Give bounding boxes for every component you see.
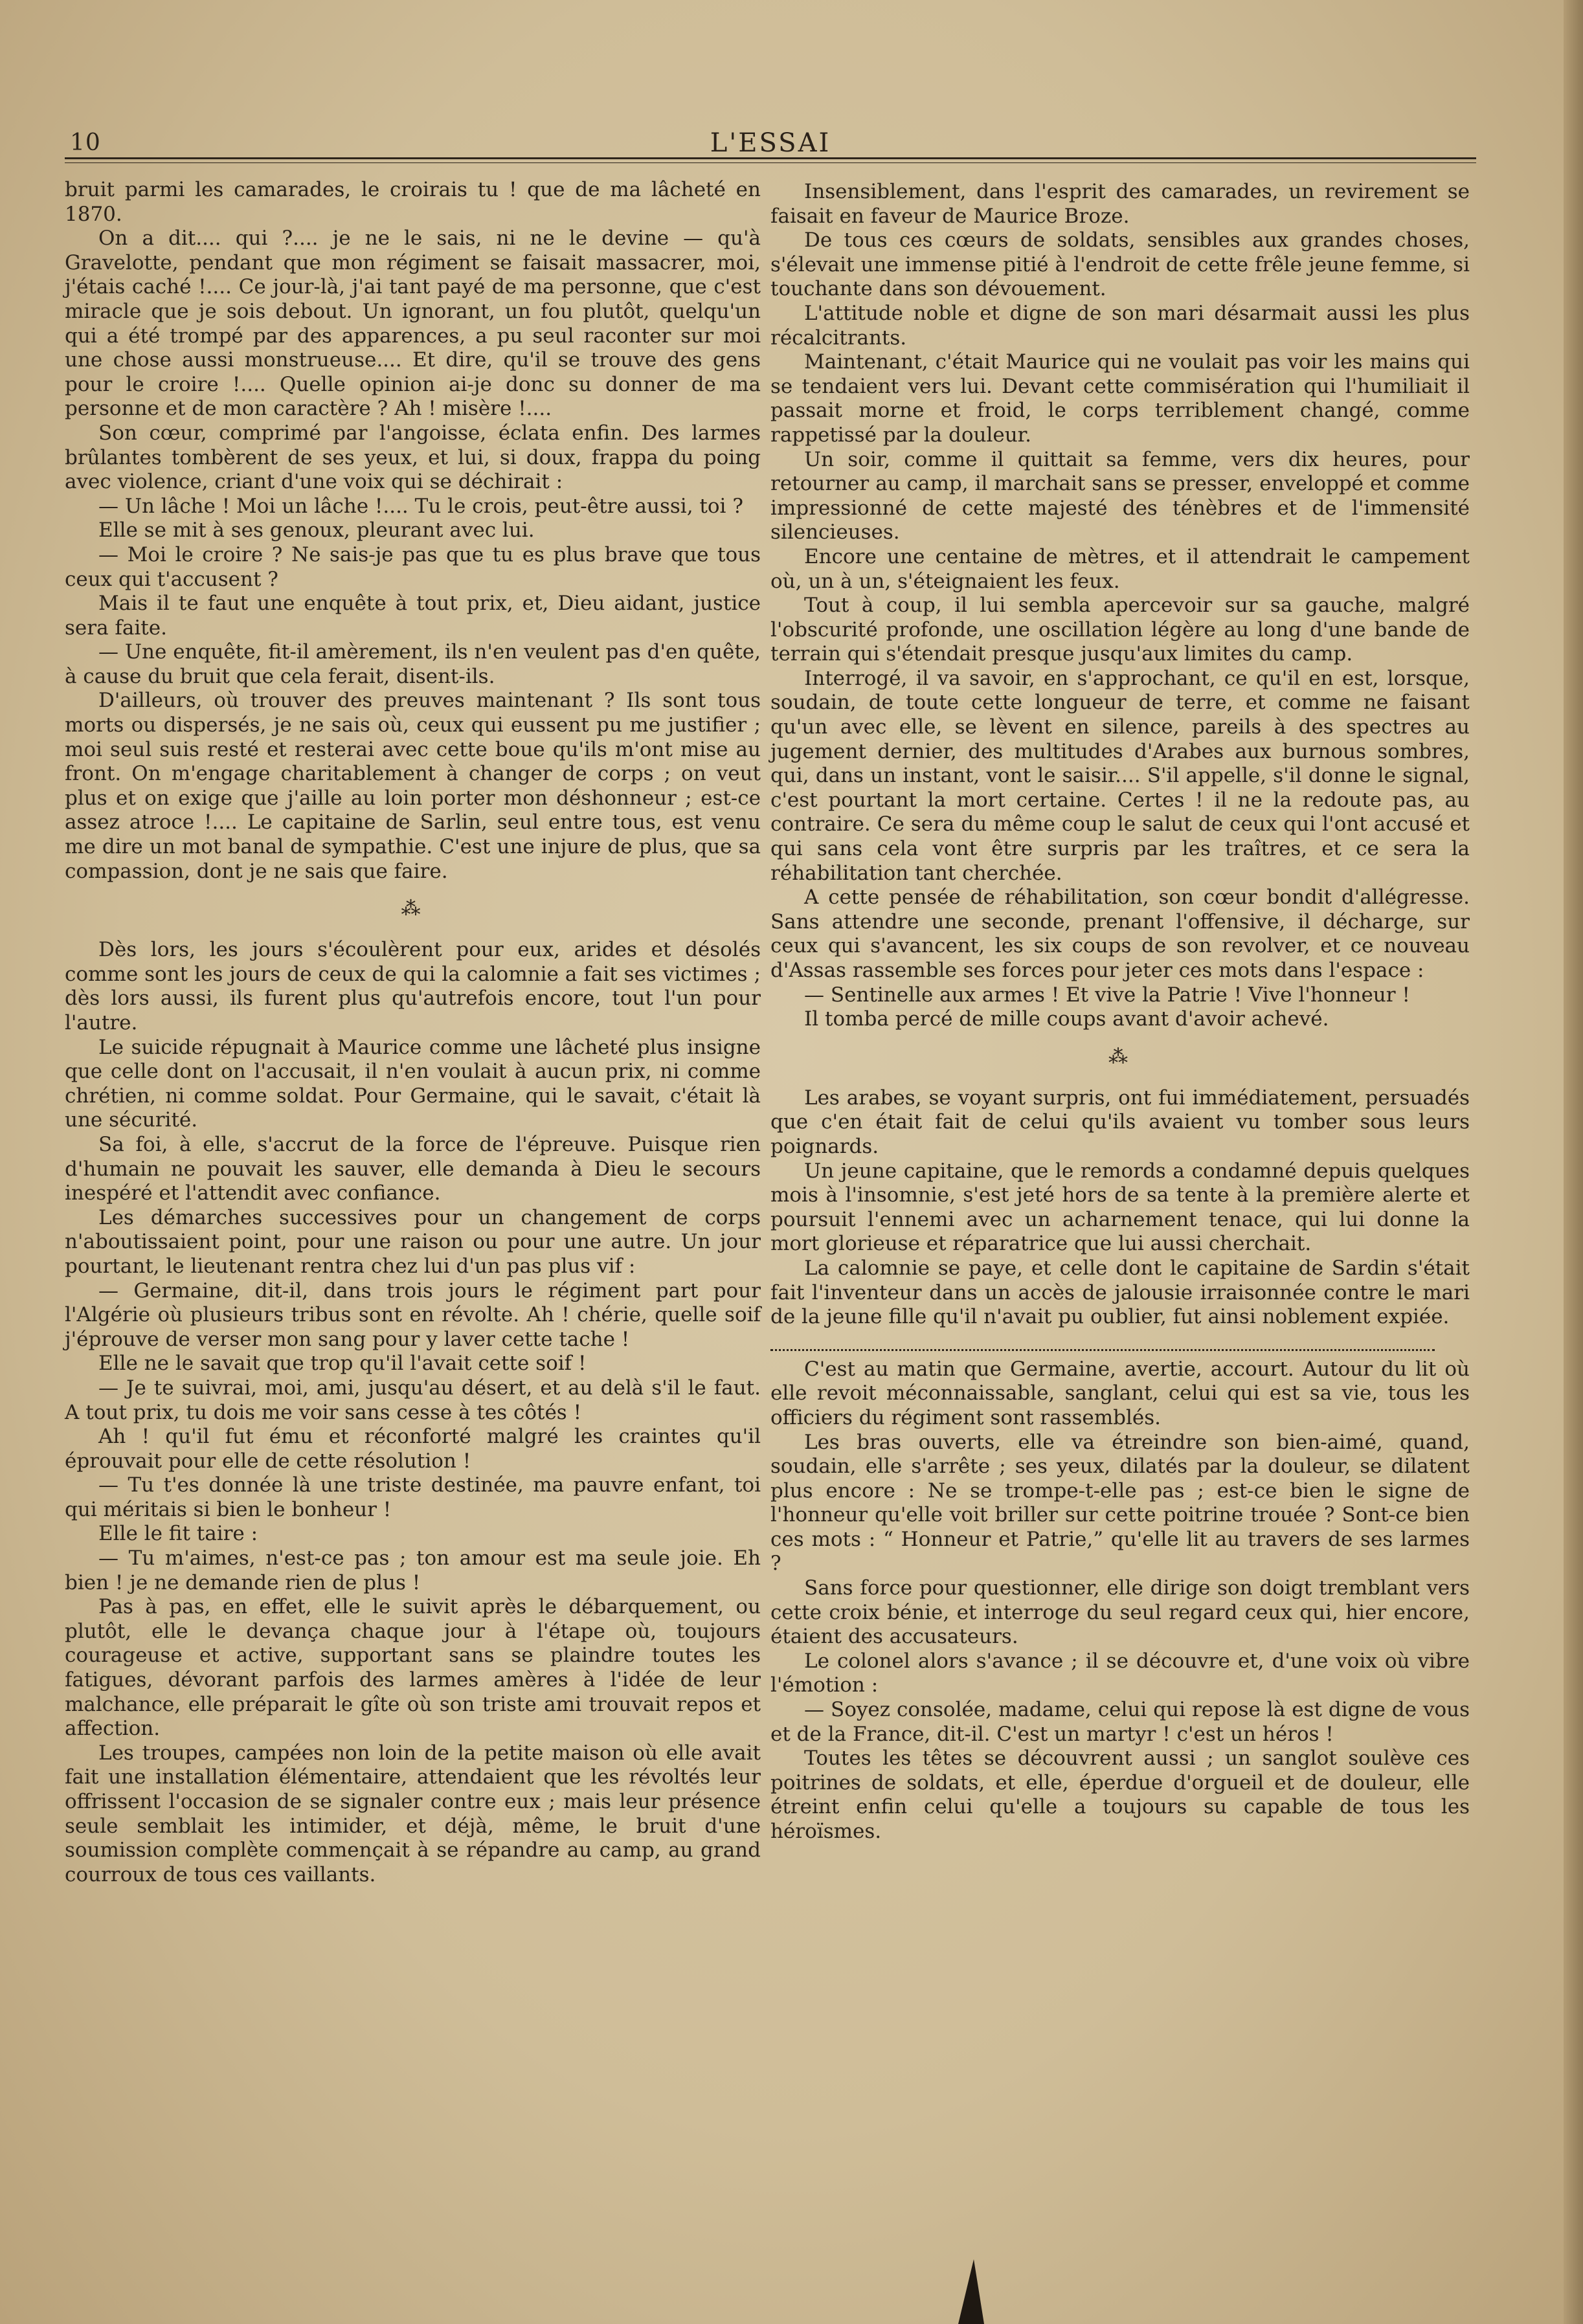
paragraph: — Tu t'es donnée là une triste destinée, ma pauvre enfant, toi qui méritais si bien le bonheur !	[65, 1473, 761, 1521]
paragraph: — Une enquête, fit-il amèrement, ils n'en veulent pas d'en quête, à cause du bruit que cela ferait, disent-ils.	[65, 640, 761, 688]
paragraph: Elle ne le savait que trop qu'il l'avait cette soif !	[98, 1352, 587, 1376]
paragraph: bruit parmi les camarades, le croirais tu ! que de ma lâcheté en 1870.	[65, 178, 761, 226]
paragraph: Pas à pas, en effet, elle le suivit après le débarquement, ou plutôt, elle le devança chaque jour à l'étape où, toujours courageuse et active, supportant sans se plaindre toutes les fatigues, dévorant parfois des larmes amères à l'idée de leur malchance, elle préparait le gîte où son triste ami trouvait repos et affection.	[65, 1595, 761, 1741]
paragraph: C'est au matin que Germaine, avertie, accourt. Autour du lit où elle revoit méconnaissable, sanglant, celui qui est sa vie, tous les officiers du régiment sont rassemblés.	[770, 1357, 1470, 1429]
paragraph: Tout à coup, il lui sembla apercevoir sur sa gauche, malgré l'obscurité profonde, une oscillation légère au long d'une bande de terrain qui s'étendait presque jusqu'aux limites du camp.	[770, 594, 1470, 666]
page-number: 10	[70, 129, 101, 156]
paragraph: Les bras ouverts, elle va étreindre son bien-aimé, quand, soudain, elle s'arrête ; ses yeux, dilatés par la douleur, se dilatent plus encore : Ne se trompe-t-elle pas ; est-ce bien le signe de l'honneur qu'elle voit briller sur cette poitrine trouée ? Sont-ce bien ces mots : “ Honneur et Patrie,” qu'elle lit au travers de ses larmes ?	[770, 1430, 1470, 1576]
paragraph: Un jeune capitaine, que le remords a condamné depuis quelques mois à l'insomnie, s'est jeté hors de sa tente à la première alerte et poursuit l'ennemi avec un acharnement tenace, qui lui donne la mort glorieuse et réparatrice que lui aussi cherchait.	[770, 1159, 1470, 1256]
journal-title: L'ESSAI	[710, 128, 831, 158]
paragraph: Les arabes, se voyant surpris, ont fui immédiatement, persuadés que c'en était fait de celui qu'ils avaient vu tomber sous leurs poignards.	[770, 1086, 1470, 1158]
paragraph: Le suicide répugnait à Maurice comme une lâcheté plus insigne que celle dont on l'accusait, il n'en voulait à aucun prix, ni comme chrétien, ni comme soldat. Pour Germaine, qui le savait, c'était là une sécurité.	[65, 1035, 761, 1132]
page-header	[65, 123, 1476, 162]
paragraph: Un soir, comme il quittait sa femme, vers dix heures, pour retourner au camp, il marchait sans se presser, enveloppé et comme impressionné de cette majesté des ténèbres et de l'immensité silencieuses.	[770, 447, 1470, 544]
paragraph: Sans force pour questionner, elle dirige son doigt tremblant vers cette croix bénie, et interroge du seul regard ceux qui, hier encore, étaient des accusateurs.	[770, 1576, 1470, 1649]
paragraph: L'attitude noble et digne de son mari désarmait aussi les plus récalcitrants.	[770, 301, 1470, 350]
paragraph: Insensiblement, dans l'esprit des camarades, un revirement se faisait en faveur de Maurice Broze.	[770, 180, 1470, 228]
paragraph: — Sentinelle aux armes ! Et vive la Patrie ! Vive l'honneur !	[804, 983, 1410, 1007]
paragraph: A cette pensée de réhabilitation, son cœur bondit d'allégresse. Sans attendre une seconde, prenant l'offensive, il décharge, sur ceux qui s'avancent, les six coups de son revolver, et ce nouveau d'Assas rassemble ses forces pour jeter ces mots dans l'espace :	[770, 886, 1470, 982]
paragraph: Ah ! qu'il fut ému et réconforté malgré les craintes qu'il éprouvait pour elle de cette résolution !	[65, 1425, 761, 1473]
paragraph: Son cœur, comprimé par l'angoisse, éclata enfin. Des larmes brûlantes tombèrent de ses yeux, et lui, si doux, frappa du poing avec violence, criant d'une voix qui se déchirait :	[65, 421, 761, 494]
page-spine-edge	[1564, 0, 1583, 2324]
paragraph: Toutes les têtes se découvrent aussi ; un sanglot soulève ces poitrines de soldats, et elle, éperdue d'orgueil et de douleur, elle étreint enfin celui qu'elle a toujours su capable de tous les héroïsmes.	[770, 1747, 1470, 1843]
paragraph: — Soyez consolée, madame, celui qui repose là est digne de vous et de la France, dit-il. C'est un martyr ! c'est un héros !	[770, 1698, 1470, 1746]
paragraph: On a dit.... qui ?.... je ne le sais, ni ne le devine — qu'à Gravelotte, pendant que mon régiment se faisait massacrer, moi, j'étais caché !.... Ce jour-là, j'ai tant payé de ma personne, que c'est miracle que je sois debout. Un ignorant, un fou plutôt, quelqu'un qui a été trompé par des apparences, a pu seul raconter sur moi une chose aussi monstrueuse.... Et dire, qu'il se trouve des gens pour le croire !.... Quelle opinion ai-je donc su donner de ma personne et de mon caractère ? Ah ! misère !....	[65, 227, 761, 421]
paragraph: — Tu m'aimes, n'est-ce pas ; ton amour est ma seule joie. Eh bien ! je ne demande rien de plus !	[65, 1547, 761, 1594]
section-ornament: ⁂	[1108, 1045, 1132, 1068]
paragraph: Les troupes, campées non loin de la petite maison où elle avait fait une installation élémentaire, attendaient que les révoltés leur offrissent l'occasion de se signaler contre eux ; mais leur présence seule semblait les intimider, et déjà, même, le bruit d'une soumission complète commençait à se répandre au camp, au grand courroux de tous ces vaillants.	[65, 1741, 761, 1886]
paragraph: Encore une centaine de mètres, et il attendrait le campement où, un à un, s'éteignaient les feux.	[770, 544, 1470, 593]
paragraph: — Un lâche ! Moi un lâche !.... Tu le crois, peut-être aussi, toi ?	[98, 494, 743, 518]
paragraph: — Je te suivrai, moi, ami, jusqu'au désert, et au delà s'il le faut. A tout prix, tu dois me voir sans cesse à tes côtés !	[65, 1376, 761, 1424]
paragraph: Elle le fit taire :	[98, 1522, 258, 1546]
paper-tear	[958, 2259, 984, 2324]
paragraph: D'ailleurs, où trouver des preuves maintenant ? Ils sont tous morts ou dispersés, je ne sais où, ceux qui eussent pu me justifier ; moi seul suis resté et resterai avec cette boue qu'ils m'ont mise au front. On m'engage charitablement à changer de corps ; on veut plus et on exige que j'aille au loin porter mon déshonneur ; est-ce assez atroce !.... Le capitaine de Sarlin, seul entre tous, est venu me dire un mot banal de sympathie. C'est une injure de plus, que sa compassion, dont je ne sais que faire.	[65, 689, 761, 883]
paragraph: Dès lors, les jours s'écoulèrent pour eux, arides et désolés comme sont les jours de ceux de qui la calomnie a fait ses victimes ; dès lors aussi, ils furent plus qu'autrefois encore, tout l'un pour l'autre.	[65, 938, 761, 1034]
paragraph: De tous ces cœurs de soldats, sensibles aux grandes choses, s'élevait une immense pitié à l'endroit de cette frêle jeune femme, si touchante dans son dévouement.	[770, 229, 1470, 301]
paragraph: Maintenant, c'était Maurice qui ne voulait pas voir les mains qui se tendaient vers lui. Devant cette commisération qui l'humiliait il passait morne et froid, le corps terriblement changé, comme rappetissé par la douleur.	[770, 350, 1470, 447]
paragraph: — Germaine, dit-il, dans trois jours le régiment part pour l'Algérie où plusieurs tribus sont en révolte. Ah ! chérie, quelle soif j'éprouve de verser mon sang pour y laver cette tache !	[65, 1279, 761, 1351]
paragraph: Elle se mit à ses genoux, pleurant avec lui.	[98, 519, 535, 542]
right-column	[770, 180, 1470, 1844]
paragraph: — Moi le croire ? Ne sais-je pas que tu es plus brave que tous ceux qui t'accusent ?	[65, 542, 761, 591]
paragraph: Le colonel alors s'avance ; il se découvre et, d'une voix où vibre l'émotion :	[770, 1649, 1470, 1697]
section-ornament: ⁂	[401, 897, 425, 921]
left-column	[65, 178, 761, 1887]
paragraph: Il tomba percé de mille coups avant d'avoir achevé.	[804, 1007, 1329, 1031]
header-rule-thick	[65, 157, 1476, 159]
dotted-separator	[770, 1341, 1435, 1351]
paragraph: Les démarches successives pour un changement de corps n'aboutissaient point, pour une raison ou pour une autre. Un jour pourtant, le lieutenant rentra chez lui d'un pas plus vif :	[65, 1205, 761, 1278]
paragraph: Mais il te faut une enquête à tout prix, et, Dieu aidant, justice sera faite.	[65, 592, 761, 640]
paragraph: La calomnie se paye, et celle dont le capitaine de Sardin s'était fait l'inventeur dans un accès de jalousie irraisonnée contre le mari de la jeune fille qu'il n'avait pu oublier, fut ainsi noblement expiée.	[770, 1256, 1470, 1329]
header-rule-thin	[65, 162, 1476, 163]
paragraph: Sa foi, à elle, s'accrut de la force de l'épreuve. Puisque rien d'humain ne pouvait les sauver, elle demanda à Dieu le secours inespéré et l'attendit avec confiance.	[65, 1132, 761, 1205]
paragraph: Interrogé, il va savoir, en s'approchant, ce qu'il en est, lorsque, soudain, de toute cette longueur de terre, et comme ne faisant qu'un avec elle, se lèvent en silence, pareils à des spectres au jugement dernier, des multitudes d'Arabes aux burnous sombres, qui, dans un instant, vont le saisir.... S'il appelle, s'il donne le signal, c'est pourtant la mort certaine. Certes ! il ne la redoute pas, au contraire. Ce sera du même coup le salut de ceux qui l'ont accusé et qui sans cela vont être surpris par les traîtres, et ce sera la réhabilitation tant cherchée.	[770, 666, 1470, 885]
